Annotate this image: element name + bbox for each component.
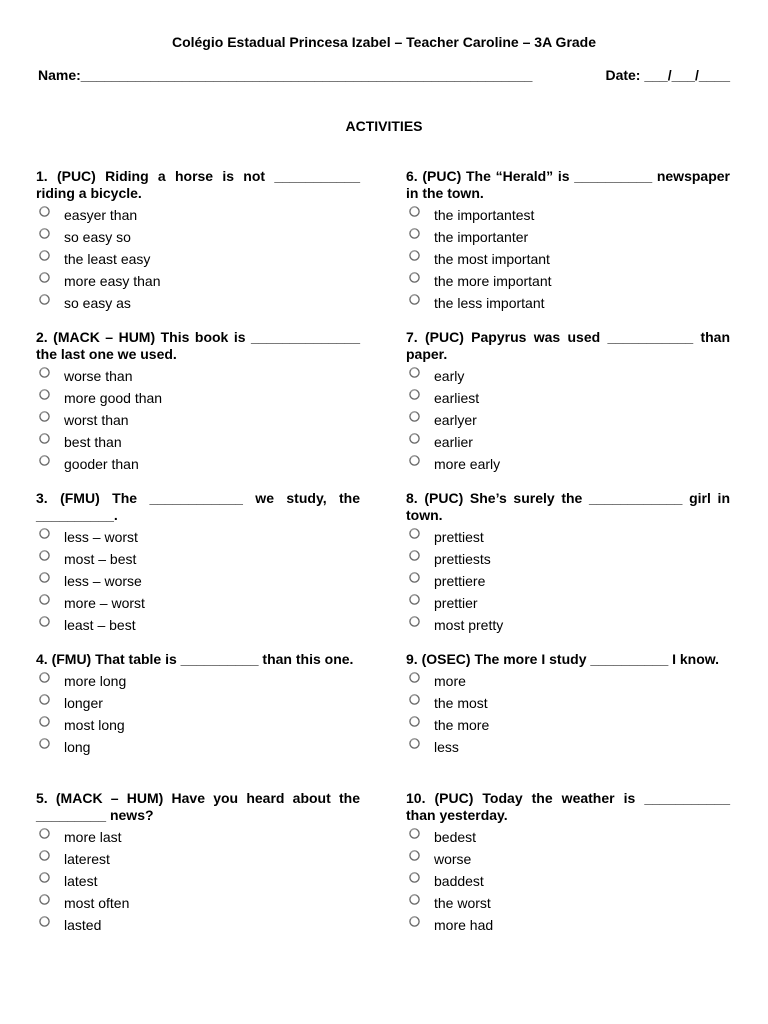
- radio-button-icon[interactable]: [408, 365, 421, 378]
- answer-option[interactable]: [406, 250, 730, 272]
- answer-option-label: the worst: [434, 895, 491, 911]
- radio-button-icon[interactable]: [408, 592, 421, 605]
- radio-button-icon[interactable]: [38, 292, 51, 305]
- answer-option[interactable]: [36, 550, 360, 572]
- question-text: 1. (PUC) Riding a horse is not ___________ riding a bicycle.: [36, 168, 360, 201]
- radio-button-icon[interactable]: [408, 526, 421, 539]
- radio-button-icon[interactable]: [38, 692, 51, 705]
- answer-option-label: worst than: [64, 412, 129, 428]
- answer-option-label: prettiere: [434, 573, 486, 589]
- answer-option[interactable]: [406, 894, 730, 916]
- answer-option-label: best than: [64, 434, 122, 450]
- radio-button-icon[interactable]: [38, 614, 51, 627]
- answer-option[interactable]: [36, 572, 360, 594]
- answer-option-label: lasted: [64, 917, 102, 933]
- answer-option-label: gooder than: [64, 456, 139, 472]
- page-header-title: Colégio Estadual Princesa Izabel – Teacher Caroline – 3A Grade: [171, 34, 597, 50]
- question-3: [36, 490, 360, 638]
- question-1: [36, 168, 360, 316]
- answer-option[interactable]: [36, 828, 360, 850]
- answer-option[interactable]: [406, 550, 730, 572]
- answer-option[interactable]: [406, 294, 730, 316]
- radio-button-icon[interactable]: [38, 914, 51, 927]
- answer-option[interactable]: [406, 228, 730, 250]
- radio-button-icon[interactable]: [38, 892, 51, 905]
- answer-option[interactable]: [406, 367, 730, 389]
- radio-button-icon[interactable]: [38, 826, 51, 839]
- radio-button-icon[interactable]: [408, 204, 421, 217]
- question-8: [406, 490, 730, 638]
- radio-button-icon[interactable]: [38, 714, 51, 727]
- answer-option-label: the less important: [434, 295, 545, 311]
- radio-button-icon[interactable]: [408, 614, 421, 627]
- section-title: ACTIVITIES: [345, 118, 423, 134]
- answer-option-label: more: [434, 673, 466, 689]
- answer-option-label: most long: [64, 717, 125, 733]
- radio-button-icon[interactable]: [38, 453, 51, 466]
- name-date-row: [38, 67, 730, 83]
- radio-button-icon[interactable]: [38, 365, 51, 378]
- answer-option-label: the least easy: [64, 251, 151, 267]
- answer-option[interactable]: [36, 250, 360, 272]
- answer-option[interactable]: [406, 206, 730, 228]
- question-text: 6. (PUC) The “Herald” is __________ newspaper in the town.: [406, 168, 730, 201]
- answer-option[interactable]: [406, 528, 730, 550]
- answer-option-label: earliest: [434, 390, 480, 406]
- question-4: [36, 651, 360, 760]
- radio-button-icon[interactable]: [408, 870, 421, 883]
- radio-button-icon[interactable]: [408, 892, 421, 905]
- radio-button-icon[interactable]: [408, 670, 421, 683]
- answer-option-label: the importantest: [434, 207, 535, 223]
- answer-option[interactable]: [406, 594, 730, 616]
- answer-option[interactable]: [406, 272, 730, 294]
- answer-option-label: earlier: [434, 434, 473, 450]
- question-2: [36, 329, 360, 477]
- answer-option[interactable]: [36, 528, 360, 550]
- answer-option[interactable]: [36, 206, 360, 228]
- answer-option[interactable]: [36, 916, 360, 938]
- radio-button-icon[interactable]: [38, 204, 51, 217]
- question-9: [406, 651, 730, 760]
- answer-option-label: less – worse: [64, 573, 142, 589]
- answer-option[interactable]: [406, 433, 730, 455]
- date-line: Date: ___/___/____: [605, 67, 730, 83]
- answer-option-label: early: [434, 368, 465, 384]
- answer-option-label: more long: [64, 673, 127, 689]
- answer-option-label: baddest: [434, 873, 484, 889]
- answer-option-label: less: [434, 739, 459, 755]
- radio-button-icon[interactable]: [38, 848, 51, 861]
- answer-option[interactable]: [36, 594, 360, 616]
- answer-option[interactable]: [406, 672, 730, 694]
- answer-option-label: worse than: [64, 368, 133, 384]
- answer-option[interactable]: [36, 894, 360, 916]
- answer-option-label: most – best: [64, 551, 137, 567]
- radio-button-icon[interactable]: [408, 248, 421, 261]
- answer-option[interactable]: [36, 694, 360, 716]
- radio-button-icon[interactable]: [408, 453, 421, 466]
- answer-option[interactable]: [36, 294, 360, 316]
- question-text: 4. (FMU) That table is __________ than this one.: [36, 651, 354, 667]
- radio-button-icon[interactable]: [408, 570, 421, 583]
- answer-option-label: prettier: [434, 595, 478, 611]
- radio-button-icon[interactable]: [408, 848, 421, 861]
- answer-option-label: easyer than: [64, 207, 138, 223]
- radio-button-icon[interactable]: [408, 826, 421, 839]
- answer-option[interactable]: [36, 738, 360, 760]
- answer-option-label: the more: [434, 717, 490, 733]
- answer-option-label: the importanter: [434, 229, 529, 245]
- answer-option[interactable]: [406, 916, 730, 938]
- answer-option[interactable]: [36, 433, 360, 455]
- answer-option-label: so easy so: [64, 229, 131, 245]
- radio-button-icon[interactable]: [408, 692, 421, 705]
- radio-button-icon[interactable]: [408, 431, 421, 444]
- answer-option-label: the more important: [434, 273, 552, 289]
- radio-button-icon[interactable]: [408, 548, 421, 561]
- radio-button-icon[interactable]: [408, 736, 421, 749]
- answer-option-label: more last: [64, 829, 122, 845]
- answer-option-label: most often: [64, 895, 130, 911]
- answer-option-label: more easy than: [64, 273, 161, 289]
- answer-option[interactable]: [36, 389, 360, 411]
- answer-option[interactable]: [406, 389, 730, 411]
- answer-option[interactable]: [406, 872, 730, 894]
- answer-option-label: prettiest: [434, 529, 484, 545]
- answer-option-label: long: [64, 739, 91, 755]
- radio-button-icon[interactable]: [38, 387, 51, 400]
- answer-option[interactable]: [36, 272, 360, 294]
- answer-option-label: bedest: [434, 829, 477, 845]
- radio-button-icon[interactable]: [38, 570, 51, 583]
- question-10: [406, 790, 730, 938]
- radio-button-icon[interactable]: [38, 226, 51, 239]
- answer-option[interactable]: [406, 694, 730, 716]
- radio-button-icon[interactable]: [38, 736, 51, 749]
- question-text: 9. (OSEC) The more I study __________ I know.: [406, 651, 720, 667]
- answer-option[interactable]: [406, 850, 730, 872]
- answer-option[interactable]: [36, 672, 360, 694]
- answer-option[interactable]: [406, 828, 730, 850]
- radio-button-icon[interactable]: [408, 270, 421, 283]
- answer-option[interactable]: [406, 411, 730, 433]
- answer-option[interactable]: [406, 572, 730, 594]
- answer-option[interactable]: [406, 616, 730, 638]
- answer-option[interactable]: [36, 367, 360, 389]
- answer-option-label: worse: [434, 851, 472, 867]
- radio-button-icon[interactable]: [38, 670, 51, 683]
- answer-option-label: more – worst: [64, 595, 145, 611]
- radio-button-icon[interactable]: [38, 526, 51, 539]
- radio-button-icon[interactable]: [408, 409, 421, 422]
- answer-option-label: the most: [434, 695, 488, 711]
- question-text: 10. (PUC) Today the weather is ___________ than yesterday.: [406, 790, 730, 823]
- radio-button-icon[interactable]: [408, 387, 421, 400]
- radio-button-icon[interactable]: [408, 714, 421, 727]
- answer-option[interactable]: [36, 411, 360, 433]
- answer-option-label: more had: [434, 917, 494, 933]
- answer-option-label: laterest: [64, 851, 110, 867]
- answer-option-label: most pretty: [434, 617, 504, 633]
- radio-button-icon[interactable]: [38, 431, 51, 444]
- radio-button-icon[interactable]: [408, 914, 421, 927]
- radio-button-icon[interactable]: [38, 409, 51, 422]
- question-text: 2. (MACK – HUM) This book is ______________ the last one we used.: [36, 329, 360, 362]
- radio-button-icon[interactable]: [408, 292, 421, 305]
- answer-option[interactable]: [36, 228, 360, 250]
- name-line: Name:__________________________________________________________: [38, 67, 533, 83]
- answer-option-label: more early: [434, 456, 501, 472]
- answer-option[interactable]: [36, 716, 360, 738]
- question-5: [36, 790, 360, 938]
- radio-button-icon[interactable]: [38, 270, 51, 283]
- answer-option-label: least – best: [64, 617, 136, 633]
- answer-option-label: latest: [64, 873, 98, 889]
- answer-option-label: less – worst: [64, 529, 138, 545]
- answer-option-label: prettiests: [434, 551, 491, 567]
- answer-option[interactable]: [36, 850, 360, 872]
- answer-option[interactable]: [406, 716, 730, 738]
- radio-button-icon[interactable]: [38, 248, 51, 261]
- answer-option[interactable]: [36, 872, 360, 894]
- radio-button-icon[interactable]: [38, 592, 51, 605]
- radio-button-icon[interactable]: [38, 548, 51, 561]
- answer-option-label: earlyer: [434, 412, 477, 428]
- answer-option-label: longer: [64, 695, 103, 711]
- question-text: 3. (FMU) The ____________ we study, the __________.: [36, 490, 360, 523]
- answer-option-label: so easy as: [64, 295, 131, 311]
- radio-button-icon[interactable]: [408, 226, 421, 239]
- answer-option[interactable]: [406, 738, 730, 760]
- answer-option[interactable]: [406, 455, 730, 477]
- answer-option[interactable]: [36, 455, 360, 477]
- answer-option[interactable]: [36, 616, 360, 638]
- answer-option-label: more good than: [64, 390, 163, 406]
- question-text: 5. (MACK – HUM) Have you heard about the _________ news?: [36, 790, 360, 823]
- question-7: [406, 329, 730, 477]
- question-text: 8. (PUC) She’s surely the ____________ girl in town.: [406, 490, 730, 523]
- answer-option-label: the most important: [434, 251, 550, 267]
- question-text: 7. (PUC) Papyrus was used ___________ than paper.: [406, 329, 730, 362]
- radio-button-icon[interactable]: [38, 870, 51, 883]
- question-6: [406, 168, 730, 316]
